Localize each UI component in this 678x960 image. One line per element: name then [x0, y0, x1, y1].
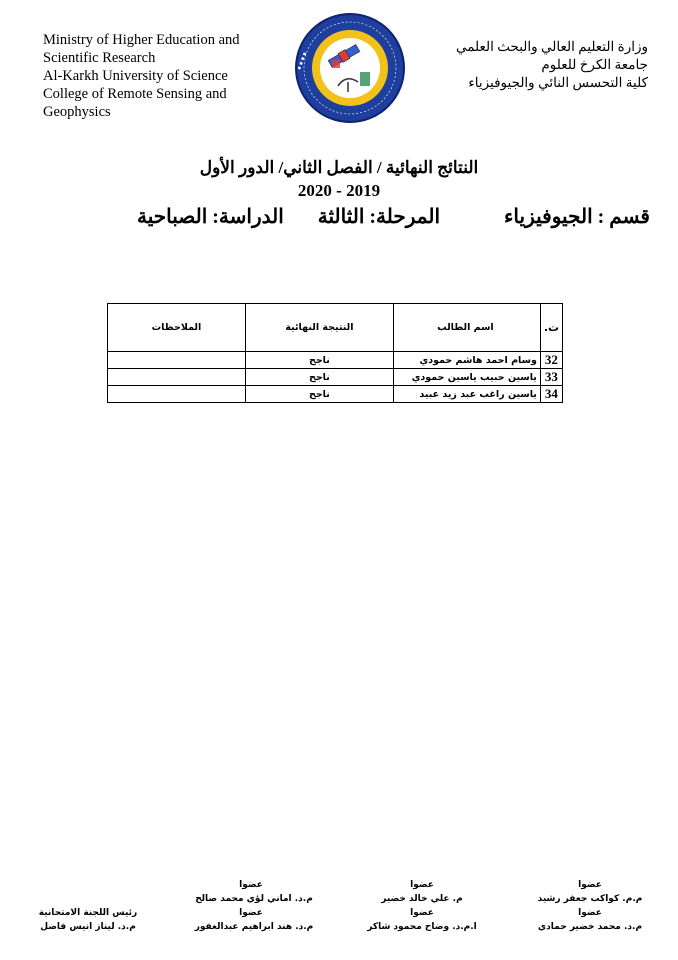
signature-member-title: عضوا — [239, 880, 263, 890]
english-header-line: Scientific Research — [43, 50, 156, 66]
row-notes — [108, 352, 246, 369]
college-logo — [294, 12, 406, 124]
row-result: ناجح — [245, 352, 393, 369]
english-header-line: College of Remote Sensing and — [43, 86, 227, 102]
row-student-name: ياسين راغب عبد زيد عبيد — [393, 386, 540, 403]
row-student-name: ياسين حبيب ياسين حمودي — [393, 369, 540, 386]
signature-member-name: م.د. اماني لؤي محمد صالح — [195, 894, 313, 904]
arabic-header-line: وزارة التعليم العالي والبحث العلمي — [455, 39, 648, 54]
study-label: الدراسة: الصباحية — [137, 206, 284, 228]
signature-member-name: م.د. محمد خضير حمادي — [537, 922, 643, 932]
signature-member-name: م.د. هند ابراهيم عبدالغفور — [194, 922, 314, 932]
signature-member-title: عضوا — [578, 908, 602, 918]
svg-text:▪ ▪ ▪ ▪: ▪ ▪ ▪ ▪ — [296, 51, 309, 71]
row-number: 33 — [540, 369, 562, 386]
signature-member-title: عضوا — [578, 880, 602, 890]
academic-year: 2020 - 2019 — [297, 181, 381, 200]
row-notes — [108, 386, 246, 403]
committee-chair-title: رئيس اللجنة الامتحانية — [38, 908, 138, 918]
english-header — [43, 31, 240, 121]
arabic-header-line: جامعة الكرخ للعلوم — [541, 57, 648, 72]
signature-member-title: عضوا — [410, 880, 434, 890]
results-table — [107, 303, 563, 403]
signature-member-title: عضوا — [239, 908, 263, 918]
signature-member-name: م. علي خالد خضير — [381, 894, 463, 904]
header-student-name: اسم الطالب — [393, 304, 540, 352]
table-row — [108, 386, 563, 403]
signature-member-name: ا.م.د. وضاح محمود شاكر — [367, 922, 477, 932]
row-notes — [108, 369, 246, 386]
header-final-result: النتيجة النهائية — [245, 304, 393, 352]
stage-label: المرحلة: الثالثة — [317, 206, 440, 228]
committee-chair-name: م.د. ليناز انيس فاضل — [40, 922, 136, 932]
header-notes: الملاحظات — [108, 304, 246, 352]
table-header-row — [108, 304, 563, 352]
department-label: قسم : الجيوفيزياء — [504, 206, 650, 228]
english-header-line: Ministry of Higher Education and — [43, 32, 240, 48]
arabic-header-line: كلية التحسس النائي والجيوفيزياء — [468, 75, 648, 90]
english-header-line: Al-Karkh University of Science — [43, 68, 228, 84]
row-result: ناجح — [245, 369, 393, 386]
results-title: النتائج النهائية / الفصل الثاني/ الدور الأول — [199, 158, 479, 177]
table-row — [108, 352, 563, 369]
arabic-header — [456, 38, 648, 92]
header-number: ت. — [540, 304, 562, 352]
english-header-line: Geophysics — [43, 104, 111, 120]
college-logo-image — [294, 12, 406, 124]
table-row — [108, 369, 563, 386]
row-number: 32 — [540, 352, 562, 369]
row-number: 34 — [540, 386, 562, 403]
row-student-name: وسام احمد هاشم حمودي — [393, 352, 540, 369]
signature-member-title: عضوا — [410, 908, 434, 918]
row-result: ناجح — [245, 386, 393, 403]
signature-member-name: م.م. كواكب جعفر رشيد — [537, 894, 643, 904]
